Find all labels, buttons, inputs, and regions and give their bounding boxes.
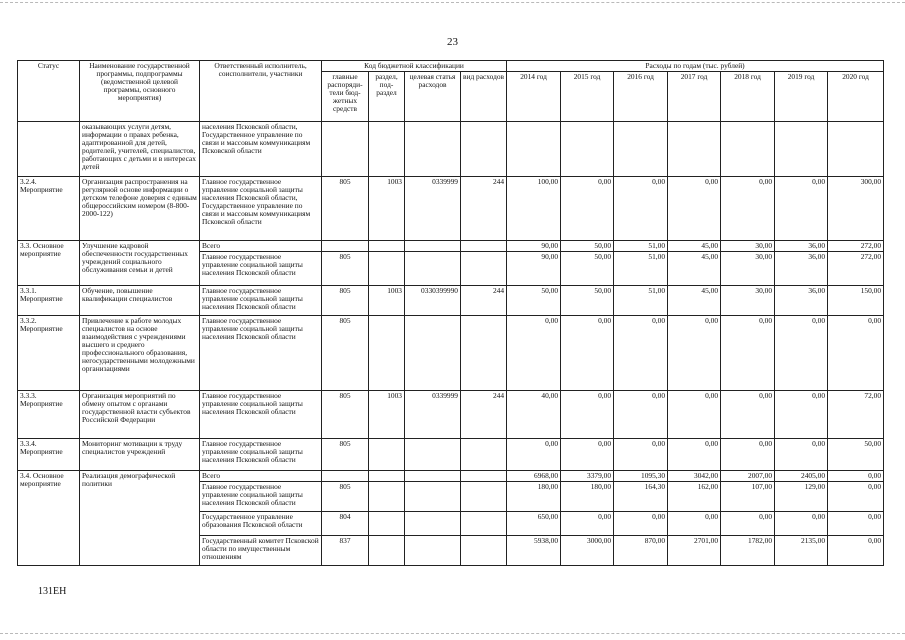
amount-cell: 2007,00 bbox=[721, 470, 775, 481]
rz-cell bbox=[369, 470, 405, 481]
amount-cell: 0,00 bbox=[561, 177, 614, 241]
amount-cell: 72,00 bbox=[828, 390, 884, 438]
status-cell: 3.3.3. Мероприятие bbox=[18, 390, 80, 438]
table-row bbox=[18, 241, 884, 252]
rz-cell bbox=[369, 251, 405, 285]
status-cell: 3.3.1. Мероприятие bbox=[18, 285, 80, 315]
rz-cell bbox=[369, 438, 405, 470]
amount-cell: 129,00 bbox=[775, 481, 828, 511]
amount-cell: 3042,00 bbox=[668, 470, 721, 481]
executor-cell: Всего bbox=[200, 470, 322, 481]
executor-cell: Главное государственное управление социальной защиты населения Псковской области bbox=[200, 481, 322, 511]
year-header: 2019 год bbox=[775, 72, 828, 122]
amount-cell: 272,00 bbox=[828, 241, 884, 252]
amount-cell: 51,00 bbox=[614, 241, 668, 252]
amount-cell bbox=[828, 122, 884, 177]
budget-table bbox=[17, 60, 884, 566]
amount-cell: 180,00 bbox=[561, 481, 614, 511]
amount-cell: 36,00 bbox=[775, 241, 828, 252]
year-header: 2017 год bbox=[668, 72, 721, 122]
name-cell: Реализация демографической политики bbox=[80, 470, 200, 565]
rz-cell: 1003 bbox=[369, 177, 405, 241]
year-header: 2014 год bbox=[507, 72, 561, 122]
amount-cell: 107,00 bbox=[721, 481, 775, 511]
vr-cell bbox=[461, 470, 507, 481]
name-cell: Улучшение кадровой обеспеченности государственных учреждений социального обслуживания семьи и детей bbox=[80, 241, 200, 286]
name-cell: Мониторинг мотивации к труду специалистов учреждений bbox=[80, 438, 200, 470]
name-cell: Привлечение к работе молодых специалистов на основе взаимодействия с учреждениями высшего и среднего профессионального образования, негосударственными молодежными организациями bbox=[80, 315, 200, 390]
grbs-cell: 805 bbox=[322, 390, 369, 438]
amount-cell: 650,00 bbox=[507, 511, 561, 535]
amount-cell: 30,00 bbox=[721, 285, 775, 315]
table-row bbox=[18, 438, 884, 470]
grbs-cell bbox=[322, 241, 369, 252]
rz-cell bbox=[369, 511, 405, 535]
rz-cell: 1003 bbox=[369, 390, 405, 438]
amount-cell: 870,00 bbox=[614, 535, 668, 565]
amount-cell: 30,00 bbox=[721, 251, 775, 285]
amount-cell: 0,00 bbox=[828, 470, 884, 481]
amount-cell: 6968,00 bbox=[507, 470, 561, 481]
amount-cell: 0,00 bbox=[828, 535, 884, 565]
amount-cell: 0,00 bbox=[721, 511, 775, 535]
amount-cell: 2405,00 bbox=[775, 470, 828, 481]
vr-cell: 244 bbox=[461, 177, 507, 241]
amount-cell: 0,00 bbox=[775, 511, 828, 535]
amount-cell: 36,00 bbox=[775, 251, 828, 285]
amount-cell: 180,00 bbox=[507, 481, 561, 511]
amount-cell: 0,00 bbox=[614, 177, 668, 241]
status-cell bbox=[18, 122, 80, 177]
cs-cell bbox=[405, 241, 461, 252]
amount-cell bbox=[721, 122, 775, 177]
amount-cell: 0,00 bbox=[668, 511, 721, 535]
rz-cell bbox=[369, 122, 405, 177]
amount-cell: 0,00 bbox=[828, 315, 884, 390]
status-cell: 3.2.4. Мероприятие bbox=[18, 177, 80, 241]
grbs-cell: 805 bbox=[322, 481, 369, 511]
amount-cell: 100,00 bbox=[507, 177, 561, 241]
name-header: Наименование государственной программы, подпрограммы (ведомственной целевой программы, основного мероприятия) bbox=[80, 61, 200, 122]
executor-cell: населения Псковской области, Государственное управление по связи и массовым коммуникациям Псковской области bbox=[200, 122, 322, 177]
amount-cell: 0,00 bbox=[775, 177, 828, 241]
amount-cell: 51,00 bbox=[614, 285, 668, 315]
table-row bbox=[18, 177, 884, 241]
grbs-cell: 805 bbox=[322, 177, 369, 241]
amount-cell: 90,00 bbox=[507, 251, 561, 285]
amount-cell: 0,00 bbox=[721, 390, 775, 438]
amount-cell: 50,00 bbox=[828, 438, 884, 470]
status-cell: 3.3. Основное мероприятие bbox=[18, 241, 80, 286]
vr-cell bbox=[461, 315, 507, 390]
amount-cell: 50,00 bbox=[561, 241, 614, 252]
grbs-cell: 804 bbox=[322, 511, 369, 535]
executor-cell: Главное государственное управление социальной защиты населения Псковской области bbox=[200, 315, 322, 390]
amount-cell: 0,00 bbox=[721, 177, 775, 241]
amount-cell: 2701,00 bbox=[668, 535, 721, 565]
amount-cell: 50,00 bbox=[561, 251, 614, 285]
amount-cell: 0,00 bbox=[668, 438, 721, 470]
table-row bbox=[18, 122, 884, 177]
amount-cell: 40,00 bbox=[507, 390, 561, 438]
vr-cell bbox=[461, 122, 507, 177]
executor-header: Ответственный исполнитель, соисполнители, участники bbox=[200, 61, 322, 122]
name-cell: Организация распространения на регулярной основе информации о детском телефоне доверия с единым общероссийским номером (8-800-2000-122) bbox=[80, 177, 200, 241]
amount-cell: 0,00 bbox=[721, 438, 775, 470]
year-header: 2018 год bbox=[721, 72, 775, 122]
vr-cell bbox=[461, 481, 507, 511]
amount-cell: 3379,00 bbox=[561, 470, 614, 481]
amount-cell bbox=[614, 122, 668, 177]
executor-cell: Главное государственное управление социальной защиты населения Псковской области bbox=[200, 251, 322, 285]
amount-cell: 164,30 bbox=[614, 481, 668, 511]
executor-cell: Главное государственное управление социальной защиты населения Псковской области, Государственное управление по связи и массовым коммуникациям Псковской области bbox=[200, 177, 322, 241]
table-row bbox=[18, 390, 884, 438]
grbs-cell: 805 bbox=[322, 285, 369, 315]
amount-cell: 0,00 bbox=[507, 315, 561, 390]
executor-cell: Главное государственное управление социальной защиты населения Псковской области bbox=[200, 285, 322, 315]
rz-cell bbox=[369, 241, 405, 252]
cs-cell bbox=[405, 122, 461, 177]
executor-cell: Государственное управление образования Псковской области bbox=[200, 511, 322, 535]
amount-cell: 0,00 bbox=[721, 315, 775, 390]
rz-cell: 1003 bbox=[369, 285, 405, 315]
header-row-1 bbox=[18, 61, 884, 72]
grbs-cell: 805 bbox=[322, 251, 369, 285]
amount-cell: 0,00 bbox=[561, 438, 614, 470]
amount-cell: 0,00 bbox=[561, 315, 614, 390]
vr-cell: 244 bbox=[461, 390, 507, 438]
amount-cell: 0,00 bbox=[828, 511, 884, 535]
rz-cell bbox=[369, 315, 405, 390]
vr-cell: 244 bbox=[461, 285, 507, 315]
amount-cell: 1782,00 bbox=[721, 535, 775, 565]
vr-cell bbox=[461, 535, 507, 565]
table-row bbox=[18, 315, 884, 390]
cs-cell bbox=[405, 315, 461, 390]
amount-cell bbox=[668, 122, 721, 177]
vr-header: вид расходов bbox=[461, 72, 507, 122]
cs-cell: 0330399990 bbox=[405, 285, 461, 315]
vr-cell bbox=[461, 251, 507, 285]
amount-cell: 272,00 bbox=[828, 251, 884, 285]
amount-cell: 5938,00 bbox=[507, 535, 561, 565]
grbs-cell bbox=[322, 122, 369, 177]
vr-cell bbox=[461, 241, 507, 252]
rz-cell bbox=[369, 535, 405, 565]
footer-code: 131EH bbox=[38, 586, 67, 597]
name-cell: Организация мероприятий по обмену опытом с органами государственной власти субъектов Российской Федерации bbox=[80, 390, 200, 438]
amount-cell: 0,00 bbox=[775, 390, 828, 438]
bottom-scan-edge bbox=[0, 633, 905, 634]
amount-cell: 50,00 bbox=[561, 285, 614, 315]
amount-cell: 300,00 bbox=[828, 177, 884, 241]
cs-cell: 0339999 bbox=[405, 390, 461, 438]
cs-cell bbox=[405, 481, 461, 511]
status-header: Статус bbox=[18, 61, 80, 122]
amount-cell: 45,00 bbox=[668, 285, 721, 315]
amount-cell: 50,00 bbox=[507, 285, 561, 315]
cs-header: целевая статья расходов bbox=[405, 72, 461, 122]
amount-cell: 45,00 bbox=[668, 241, 721, 252]
year-header: 2020 год bbox=[828, 72, 884, 122]
amount-cell: 0,00 bbox=[668, 177, 721, 241]
name-cell: оказывающих услуги детям, информации о правах ребенка, адаптированной для детей, родителей, учителей, специалистов, работающих с детьми и в интересах детей bbox=[80, 122, 200, 177]
amount-cell: 51,00 bbox=[614, 251, 668, 285]
amount-cell: 0,00 bbox=[507, 438, 561, 470]
amount-cell bbox=[775, 122, 828, 177]
vr-cell bbox=[461, 511, 507, 535]
name-cell: Обучение, повышение квалификации специалистов bbox=[80, 285, 200, 315]
table-row bbox=[18, 285, 884, 315]
amount-cell: 0,00 bbox=[775, 315, 828, 390]
amount-cell: 0,00 bbox=[614, 438, 668, 470]
amount-cell: 0,00 bbox=[561, 511, 614, 535]
amount-cell: 0,00 bbox=[828, 481, 884, 511]
rz-cell bbox=[369, 481, 405, 511]
amount-cell: 0,00 bbox=[561, 390, 614, 438]
cs-cell bbox=[405, 251, 461, 285]
cs-cell bbox=[405, 535, 461, 565]
amount-cell: 0,00 bbox=[668, 390, 721, 438]
year-header: 2015 год bbox=[561, 72, 614, 122]
vr-cell bbox=[461, 438, 507, 470]
page-number: 23 bbox=[447, 36, 458, 48]
executor-cell: Государственный комитет Псковской области по имущественным отношениям bbox=[200, 535, 322, 565]
code-group-header: Код бюджетной классификации bbox=[322, 61, 507, 72]
year-header: 2016 год bbox=[614, 72, 668, 122]
amount-cell: 36,00 bbox=[775, 285, 828, 315]
status-cell: 3.4. Основное мероприятие bbox=[18, 470, 80, 565]
grbs-cell: 837 bbox=[322, 535, 369, 565]
cs-cell bbox=[405, 470, 461, 481]
table-row bbox=[18, 470, 884, 481]
amount-cell: 150,00 bbox=[828, 285, 884, 315]
executor-cell: Главное государственное управление социальной защиты населения Псковской области bbox=[200, 438, 322, 470]
amount-cell: 30,00 bbox=[721, 241, 775, 252]
rz-header: раздел, под-раздел bbox=[369, 72, 405, 122]
amount-cell: 0,00 bbox=[775, 438, 828, 470]
amount-cell: 2135,00 bbox=[775, 535, 828, 565]
grbs-cell: 805 bbox=[322, 438, 369, 470]
status-cell: 3.3.2. Мероприятие bbox=[18, 315, 80, 390]
top-scan-edge bbox=[0, 2, 905, 3]
amount-cell: 45,00 bbox=[668, 251, 721, 285]
cs-cell: 0339999 bbox=[405, 177, 461, 241]
executor-cell: Всего bbox=[200, 241, 322, 252]
amount-cell: 1095,30 bbox=[614, 470, 668, 481]
amount-cell bbox=[507, 122, 561, 177]
grbs-header: главные распоряди-тели бюд-жетных средств bbox=[322, 72, 369, 122]
amount-cell: 90,00 bbox=[507, 241, 561, 252]
amount-cell: 162,00 bbox=[668, 481, 721, 511]
executor-cell: Главное государственное управление социальной защиты населения Псковской области bbox=[200, 390, 322, 438]
amount-cell: 3000,00 bbox=[561, 535, 614, 565]
amount-cell: 0,00 bbox=[668, 315, 721, 390]
amount-cell bbox=[561, 122, 614, 177]
expense-group-header: Расходы по годам (тыс. рублей) bbox=[507, 61, 884, 72]
cs-cell bbox=[405, 511, 461, 535]
grbs-cell: 805 bbox=[322, 315, 369, 390]
grbs-cell bbox=[322, 470, 369, 481]
cs-cell bbox=[405, 438, 461, 470]
amount-cell: 0,00 bbox=[614, 315, 668, 390]
amount-cell: 0,00 bbox=[614, 390, 668, 438]
status-cell: 3.3.4. Мероприятие bbox=[18, 438, 80, 470]
amount-cell: 0,00 bbox=[614, 511, 668, 535]
